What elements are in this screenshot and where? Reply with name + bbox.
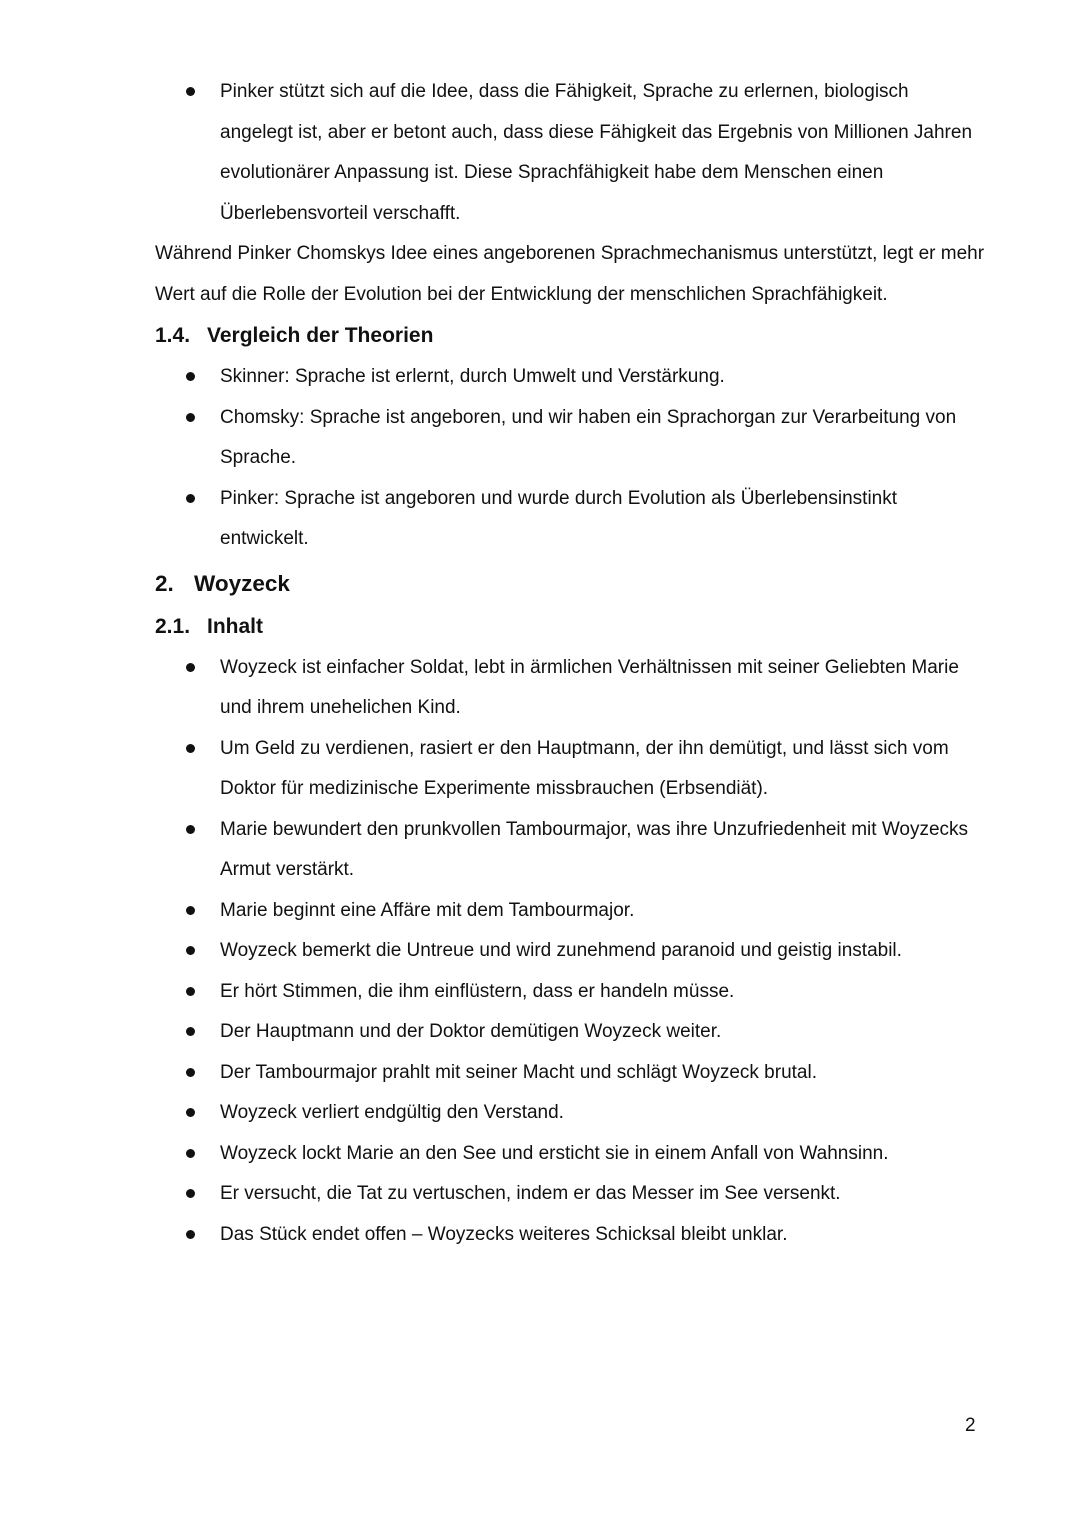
bullet-icon — [186, 1027, 195, 1036]
section-heading-2-1 — [155, 606, 985, 648]
bullet-icon — [186, 663, 195, 672]
bullet-icon — [186, 494, 195, 503]
bullet-icon — [186, 825, 195, 834]
list-item: Er versucht, die Tat zu vertuschen, indem er das Messer im See versenkt. — [155, 1174, 985, 1215]
list-item: Pinker: Sprache ist angeboren und wurde durch Evolution als Überlebensinstinkt entwickelt. — [155, 479, 985, 560]
bullet-icon — [186, 87, 195, 96]
bullet-icon — [186, 987, 195, 996]
section-title: Vergleich der Theorien — [207, 324, 434, 347]
bullet-icon — [186, 906, 195, 915]
page-content — [155, 72, 985, 1255]
section-title: Inhalt — [207, 614, 263, 638]
bullet-icon — [186, 1149, 195, 1158]
intro-paragraph: Während Pinker Chomskys Idee eines angeborenen Sprachmechanismus unterstützt, legt er mehr Wert auf die Rolle der Evolution bei der Entwicklung der menschlichen Sprachfähigkeit. — [155, 243, 985, 305]
bullet-icon — [186, 744, 195, 753]
list-item: Marie bewundert den prunkvollen Tambourmajor, was ihre Unzufriedenheit mit Woyzecks Armut verstärkt. — [155, 810, 985, 891]
list-item: Pinker stützt sich auf die Idee, dass die Fähigkeit, Sprache zu erlernen, biologisch angelegt ist, aber er betont auch, dass diese Fähigkeit das Ergebnis von Millionen Jahren evolutionärer Anpassung ist. Diese Sprachfähigkeit habe dem Menschen einen Überlebensvorteil verschafft. — [155, 72, 985, 234]
list-item: Woyzeck lockt Marie an den See und ersticht sie in einem Anfall von Wahnsinn. — [155, 1134, 985, 1175]
list-item: Das Stück endet offen – Woyzecks weiteres Schicksal bleibt unklar. — [155, 1215, 985, 1256]
list-item: Skinner: Sprache ist erlernt, durch Umwelt und Verstärkung. — [155, 357, 985, 398]
section-heading-2 — [155, 562, 985, 606]
bullet-icon — [186, 1068, 195, 1077]
page-number: 2 — [965, 1415, 976, 1436]
bullet-icon — [186, 1108, 195, 1117]
section-number: 2. — [155, 570, 174, 596]
list-item: Woyzeck verliert endgültig den Verstand. — [155, 1093, 985, 1134]
bullet-icon — [186, 1189, 195, 1198]
list-item: Woyzeck ist einfacher Soldat, lebt in ärmlichen Verhältnissen mit seiner Geliebten Marie und ihrem unehelichen Kind. — [155, 648, 985, 729]
comparison-bullet-list — [155, 357, 985, 560]
list-item: Chomsky: Sprache ist angeboren, und wir haben ein Sprachorgan zur Verarbeitung von Sprache. — [155, 398, 985, 479]
bullet-icon — [186, 413, 195, 422]
section-number: 2.1. — [155, 614, 191, 638]
content-bullet-list — [155, 648, 985, 1256]
list-item: Um Geld zu verdienen, rasiert er den Hauptmann, der ihn demütigt, und lässt sich vom Doktor für medizinische Experimente missbrauchen (Erbsendiät). — [155, 729, 985, 810]
list-item: Der Hauptmann und der Doktor demütigen Woyzeck weiter. — [155, 1012, 985, 1053]
bullet-icon — [186, 372, 195, 381]
list-item: Der Tambourmajor prahlt mit seiner Macht und schlägt Woyzeck brutal. — [155, 1053, 985, 1094]
section-heading-1-4 — [155, 315, 985, 357]
intro-bullet-list — [155, 72, 985, 234]
list-item: Er hört Stimmen, die ihm einflüstern, dass er handeln müsse. — [155, 972, 985, 1013]
section-number: 1.4. — [155, 324, 191, 347]
list-item: Woyzeck bemerkt die Untreue und wird zunehmend paranoid und geistig instabil. — [155, 931, 985, 972]
bullet-icon — [186, 1230, 195, 1239]
bullet-icon — [186, 946, 195, 955]
list-item: Marie beginnt eine Affäre mit dem Tambourmajor. — [155, 891, 985, 932]
section-title: Woyzeck — [194, 570, 290, 596]
